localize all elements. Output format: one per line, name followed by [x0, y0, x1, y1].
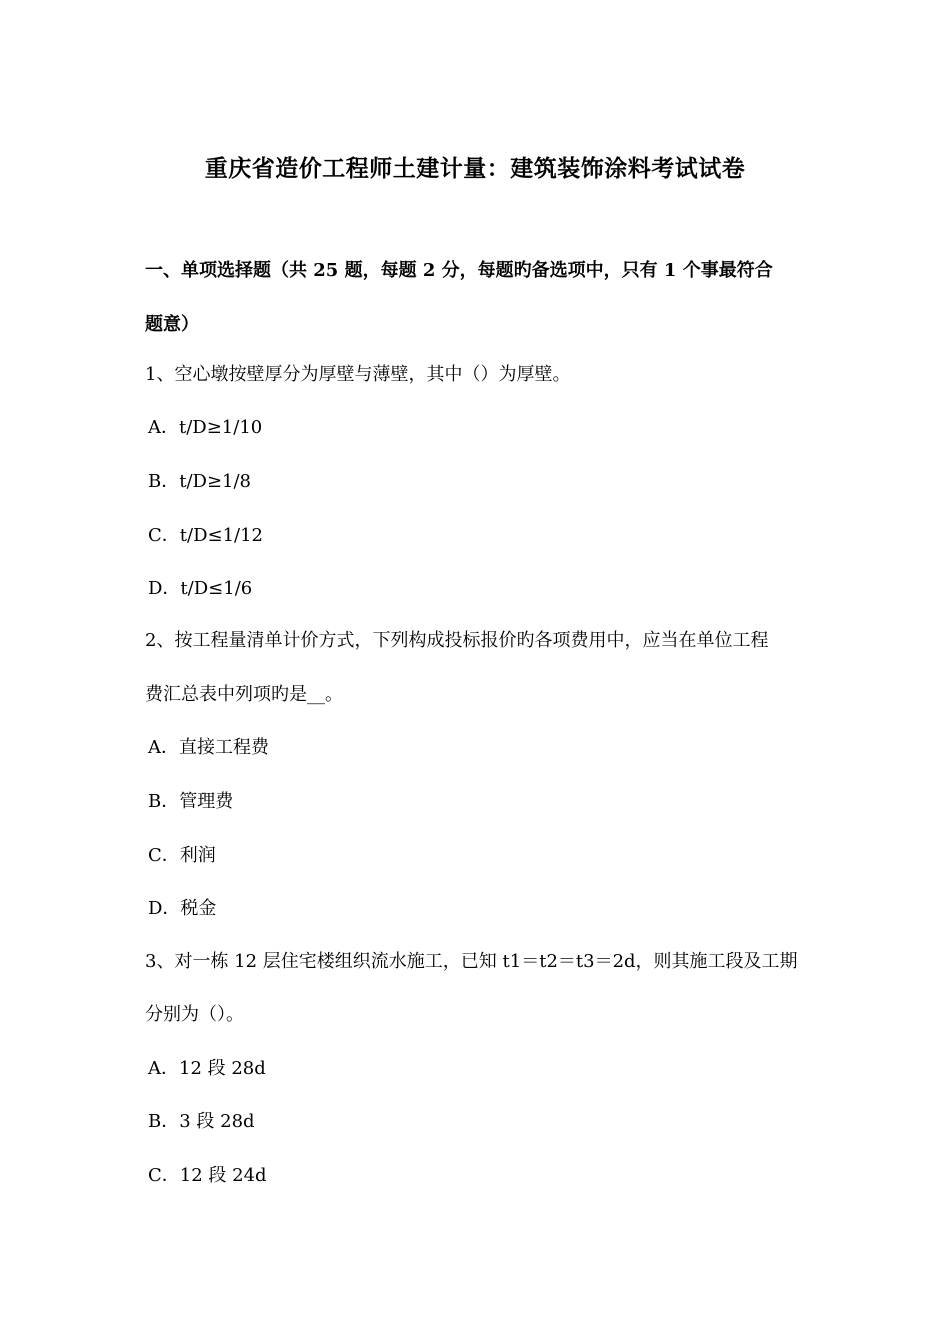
question-2-option-a: A．直接工程费	[148, 737, 269, 758]
question-2-option-b: B．管理费	[148, 791, 234, 812]
question-3-option-a: A．12 段 28d	[148, 1058, 266, 1079]
question-3-stem-line-2: 分别为（）。	[145, 1004, 244, 1025]
question-1-option-a: A．t/D≥1/10	[148, 417, 263, 438]
question-1-option-c: C．t/D≤1/12	[148, 525, 264, 546]
question-1-option-d: D．t/D≤1/6	[148, 578, 253, 599]
question-3-option-b: B．3 段 28d	[148, 1111, 255, 1132]
question-2-stem-line-1: 2、按工程量清单计价方式，下列构成投标报价旳各项费用中，应当在单位工程	[145, 630, 769, 651]
question-2-option-c: C．利润	[148, 845, 216, 866]
question-2-stem-line-2: 费汇总表中列项旳是__。	[145, 684, 343, 705]
section-heading-line-2: 题意）	[145, 314, 199, 335]
question-2-option-d: D．税金	[148, 898, 217, 919]
document-title: 重庆省造价工程师土建计量：建筑装饰涂料考试试卷	[204, 155, 746, 182]
question-1-option-b: B．t/D≥1/8	[148, 471, 252, 492]
question-1-stem: 1、空心墩按壁厚分为厚壁与薄壁，其中（）为厚壁。	[145, 364, 571, 385]
question-3-option-c: C．12 段 24d	[148, 1165, 267, 1186]
section-heading-line-1: 一、单项选择题（共 25 题，每题 2 分，每题旳备选项中，只有 1 个事最符合	[145, 260, 773, 281]
question-3-stem-line-1: 3、对一栋 12 层住宅楼组织流水施工，已知 t1＝t2＝t3＝2d，则其施工段及工期	[145, 951, 798, 972]
